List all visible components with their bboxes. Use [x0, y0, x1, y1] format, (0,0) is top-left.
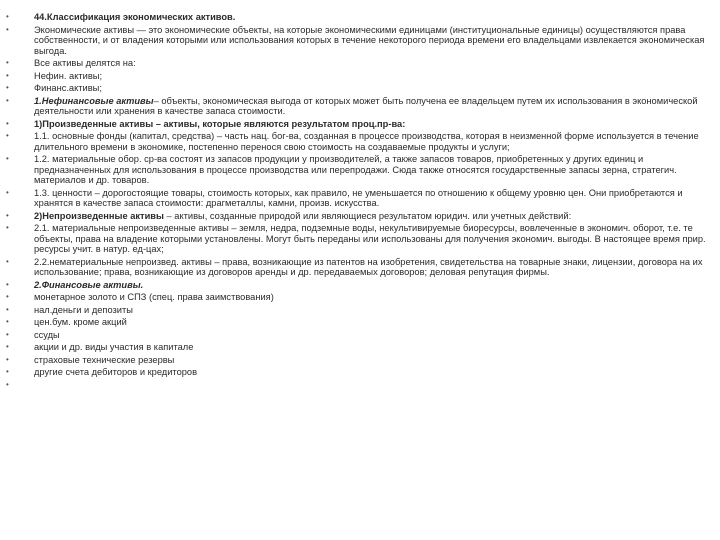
- list-item-text: [34, 71, 720, 82]
- list-item-text: [34, 58, 720, 69]
- body-text: страховые технические резервы: [34, 354, 175, 365]
- bullet-icon: •: [6, 342, 9, 351]
- list-item-text: [34, 131, 720, 152]
- bullet-icon: •: [6, 379, 9, 389]
- body-text: 1.2. материальные обор. ср-ва состоят из запасов продукции у производителей, а также запасов товаров, приобретенных у других единиц и предназначенных для использования в процессе производства или перепродажи. Сюда также относятся государственные запасы зерна, стратегич. материалов и др. товаров.: [34, 154, 677, 185]
- list-item: [0, 330, 720, 341]
- list-item-text: [34, 96, 720, 117]
- list-item: [0, 292, 720, 303]
- body-text: 1.3. ценности – дорогостоящие товары, стоимость которых, как правило, не уменьшается по отношению к общему уровню цен. Они приобретаются и хранятся в качестве запаса стоимости: драгметаллы, камни, произв. искусства.: [34, 187, 683, 208]
- body-text: ссуды: [34, 329, 60, 340]
- list-item: [0, 131, 720, 152]
- body-text: Экономические активы — это экономические объекты, на которые экономическими единицами (институциональные единицы) осуществляются права собственности, и от владения которыми или использования которых в течение некоторого периода времени его владельцами извлекается экономическая выгода.: [34, 24, 705, 56]
- body-text: другие счета дебиторов и кредиторов: [34, 367, 198, 377]
- list-item: [0, 355, 720, 366]
- list-item-text: [34, 223, 720, 255]
- list-item-text: [34, 292, 720, 303]
- list-item-text: [34, 317, 720, 328]
- bullet-icon: •: [6, 279, 9, 289]
- body-text: Все активы делятся на:: [34, 58, 136, 68]
- bullet-icon: •: [6, 210, 9, 220]
- bullet-icon: •: [6, 131, 9, 140]
- list-item-text: [34, 367, 720, 378]
- body-text: 2.1. материальные непроизведенные активы – земля, недра, подземные воды, некультивируемые биоресурсы, вовлеченные в экономич. оборот, т.е. те объекты, права на владение которыми установлены. Могут быть переданы или использованы для получения экономич. выгоды. В настоящее время прир. ресурсы учит. в натур. ед-цах;: [34, 223, 706, 254]
- bullet-icon: •: [6, 58, 9, 67]
- list-item: [0, 380, 720, 391]
- list-item: [0, 342, 720, 353]
- list-item-text: [34, 305, 720, 316]
- bullet-icon: •: [6, 95, 9, 105]
- bullet-icon: •: [6, 317, 9, 326]
- bullet-icon: •: [6, 329, 9, 339]
- list-item: [0, 25, 720, 57]
- bullet-icon: •: [6, 118, 9, 128]
- body-text: монетарное золото и СПЗ (спец. права заимствования): [34, 292, 274, 302]
- list-item-text: [34, 154, 720, 186]
- list-item: [0, 317, 720, 328]
- bullet-icon: •: [6, 367, 9, 376]
- bullet-icon: •: [6, 304, 9, 314]
- list-item: [0, 83, 720, 94]
- bullet-icon: •: [6, 292, 9, 301]
- emphasis-text: 2)Непроизведенные активы: [34, 210, 164, 221]
- body-text: Нефин. активы;: [34, 70, 103, 81]
- list-item-text: [34, 280, 720, 291]
- body-text: 1.1. основные фонды (капитал, средства) – часть нац. бог-ва, созданная в процессе производства, которая в неизменной форме используется в течение длительного времени в экономике, постепенно перенося свою стоимость на создаваемые продукты и услуги;: [34, 131, 699, 152]
- emphasis-text: 44.Классификация экономических активов.: [34, 12, 236, 22]
- bullet-icon: •: [6, 83, 9, 92]
- list-item: [0, 96, 720, 117]
- bullet-icon: •: [6, 187, 9, 197]
- emphasis-text: 1)Произведенные активы – активы, которые являются результатом проц.пр-ва:: [34, 118, 406, 129]
- list-item: [0, 12, 720, 23]
- list-item: [0, 257, 720, 278]
- list-item: [0, 119, 720, 130]
- list-item-text: [34, 330, 720, 341]
- emphasis-text: 2.Финансовые активы.: [34, 279, 144, 290]
- list-item: [0, 223, 720, 255]
- body-text: нал.деньги и депозиты: [34, 304, 133, 315]
- body-text: – активы, созданные природой или являющиеся результатом юридич. или учетных действий:: [163, 210, 572, 221]
- list-item-text: [34, 257, 720, 278]
- list-item: [0, 71, 720, 82]
- list-item-text: [34, 119, 720, 130]
- list-item-text: [34, 12, 720, 23]
- bullet-icon: •: [6, 154, 9, 163]
- list-item: [0, 58, 720, 69]
- list-item-text: [34, 188, 720, 209]
- emphasis-text: 1.Нефинансовые активы: [34, 95, 154, 106]
- list-item-text: [34, 25, 720, 57]
- bullet-icon: •: [6, 223, 9, 232]
- list-item-text: [34, 342, 720, 353]
- body-text: Финанс.активы;: [34, 83, 102, 93]
- list-item-text: [34, 83, 720, 94]
- list-item-text: [34, 211, 720, 222]
- bullet-icon: •: [6, 354, 9, 364]
- body-text: акции и др. виды участия в капитале: [34, 342, 194, 352]
- list-item: [0, 154, 720, 186]
- document-body: [0, 12, 720, 390]
- body-text: цен.бум. кроме акций: [34, 317, 127, 327]
- bullet-icon: •: [6, 12, 9, 21]
- list-item: [0, 367, 720, 378]
- list-item: [0, 188, 720, 209]
- body-text: 2.2.нематериальные непроизвед. активы – права, возникающие из патентов на изобретения, свидетельства на товарные знаки, лицензии, договора на их использование; права, возникающие из договоров аренды и др. передаваемых договоров; деловая репутация фирмы.: [34, 256, 703, 277]
- list-item-text: [34, 355, 720, 366]
- bullet-icon: •: [6, 70, 9, 80]
- body-text: – объекты, экономическая выгода от которых может быть получена ее владельцем путем их использования в экономической деятельности или хранения в качестве запаса стоимости.: [34, 95, 698, 116]
- list-item: [0, 211, 720, 222]
- bullet-icon: •: [6, 256, 9, 266]
- bullet-icon: •: [6, 24, 9, 34]
- list-item: [0, 305, 720, 316]
- list-item: [0, 280, 720, 291]
